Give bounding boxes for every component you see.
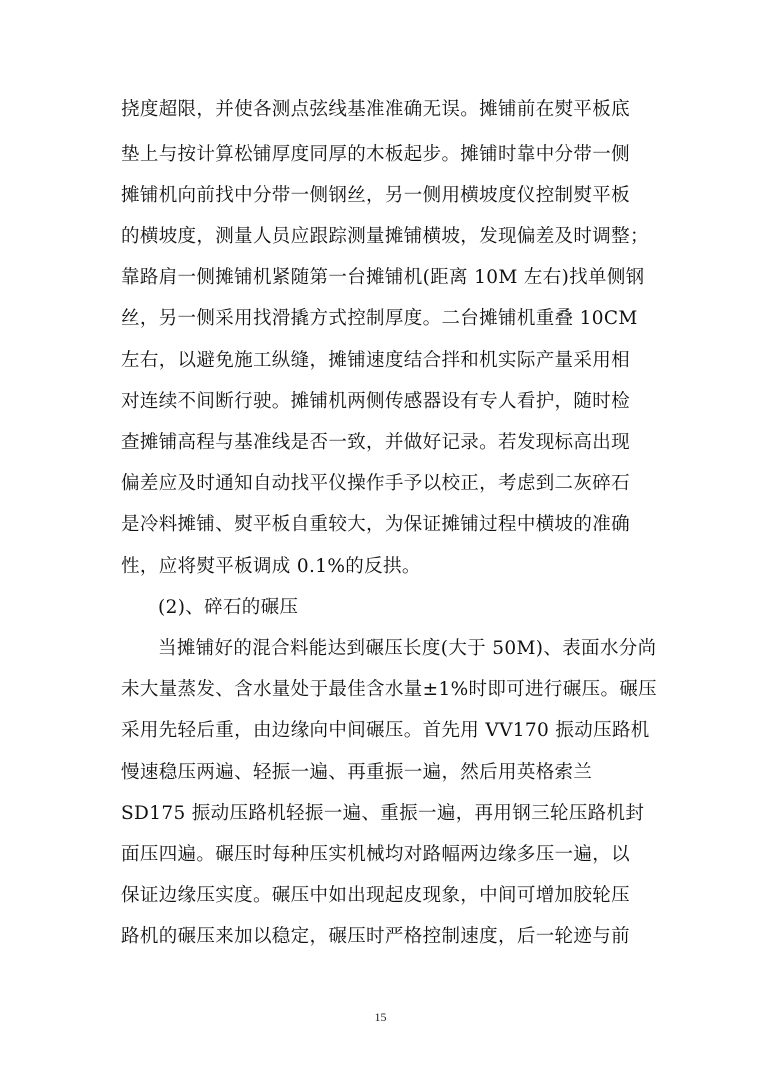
body-line-19: 面压四遍。碾压时每种压实机械均对路幅两边缘多压一遍，以 xyxy=(121,844,630,865)
page-number: 15 xyxy=(374,1010,387,1024)
body-line-16: 采用先轻后重，由边缘向中间碾压。首先用 VV170 振动压路机 xyxy=(121,720,650,741)
body-line-10: 偏差应及时通知自动找平仪操作手予以校正，考虑到二灰碎石 xyxy=(121,473,630,494)
body-line-1: 挠度超限，并使各测点弦线基准准确无误。摊铺前在熨平板底 xyxy=(121,99,630,120)
body-line-5: 靠路肩一侧摊铺机紧随第一台摊铺机(距离 10M 左右)找单侧钢 xyxy=(121,267,645,288)
body-line-8: 对连续不间断行驶。摊铺机两侧传感器设有专人看护，随时检 xyxy=(121,391,630,412)
body-line-6: 丝，另一侧采用找滑撬方式控制厚度。二台摊铺机重叠 10CM xyxy=(121,308,638,329)
body-line-12: 性，应将熨平板调成 0.1%的反拱。 xyxy=(121,556,421,577)
body-line-15: 未大量蒸发、含水量处于最佳含水量±1%时即可进行碾压。碾压 xyxy=(121,679,658,700)
body-line-7: 左右，以避免施工纵缝，摊铺速度结合拌和机实际产量采用相 xyxy=(121,350,630,371)
body-line-2: 垫上与按计算松铺厚度同厚的木板起步。摊铺时靠中分带一侧 xyxy=(121,144,630,165)
section-heading: (2)、碎石的碾压 xyxy=(158,597,299,618)
body-line-4: 的横坡度，测量人员应跟踪测量摊铺横坡，发现偏差及时调整； xyxy=(121,226,649,247)
body-line-18: SD175 振动压路机轻振一遍、重振一遍，再用钢三轮压路机封 xyxy=(121,803,645,824)
body-line-3: 摊铺机向前找中分带一侧钢丝，另一侧用横坡度仪控制熨平板 xyxy=(121,185,630,206)
body-line-21: 路机的碾压来加以稳定，碾压时严格控制速度，后一轮迹与前 xyxy=(121,926,630,947)
body-line-11: 是冷料摊铺、熨平板自重较大，为保证摊铺过程中横坡的准确 xyxy=(121,514,630,535)
body-line-17: 慢速稳压两遍、轻振一遍、再重振一遍，然后用英格索兰 xyxy=(121,762,593,783)
body-line-20: 保证边缘压实度。碾压中如出现起皮现象，中间可增加胶轮压 xyxy=(121,885,630,906)
body-line-9: 查摊铺高程与基准线是否一致，并做好记录。若发现标高出现 xyxy=(121,432,630,453)
body-line-14: 当摊铺好的混合料能达到碾压长度(大于 50M)、表面水分尚 xyxy=(158,638,657,659)
